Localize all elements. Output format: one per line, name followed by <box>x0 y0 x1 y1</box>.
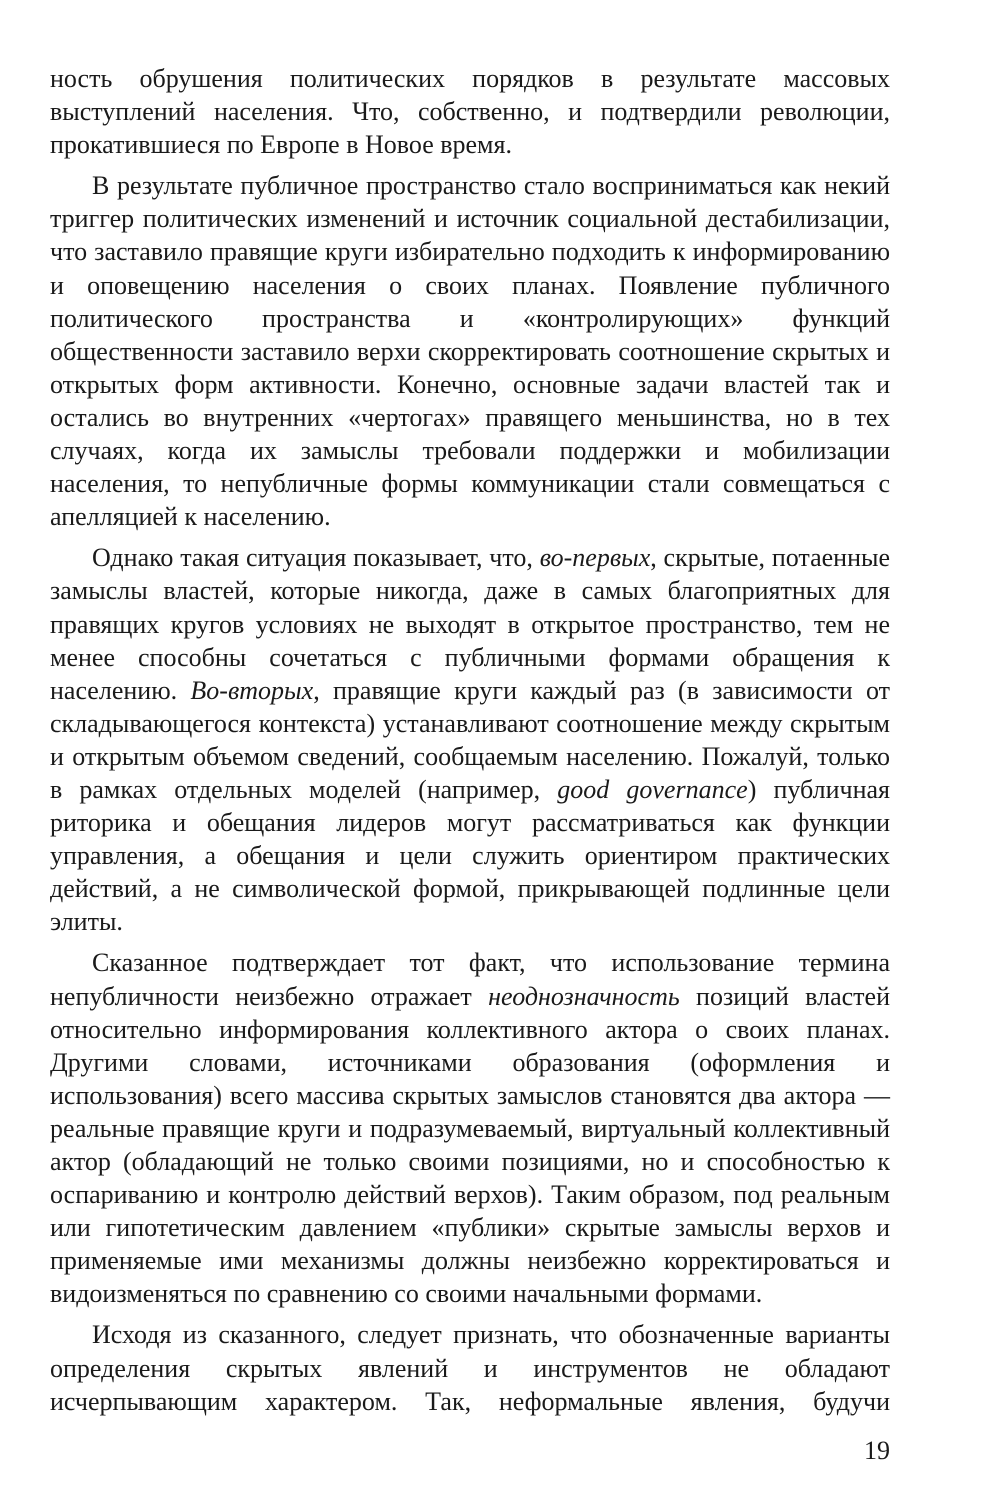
paragraph-ambiguity <box>50 946 890 1310</box>
paragraph-text: В результате публичное пространство стало восприниматься как некий триггер политических изменений и источник социальной дестабилизации, что заставило правящие круги избирательно подходить к информированию и оповещению населения о своих планах. Появление публичного политического пространства и «контролирующих» функций общественности заставило верхи скорректировать соотношение скрытых и открытых форм активности. Конечно, основные задачи властей так и остались во внутренних «чертогах» правящего меньшинства, но в тех случаях, когда их замыслы требовали поддержки и мобилизации населения, то непубличные формы коммуникации стали совмещаться с апелляцией к населению. <box>50 171 890 532</box>
page-number: 19 <box>864 1436 890 1465</box>
paragraph-text: ) публичная риторика и обещания лидеров могут рассматриваться как функции управления, а обещания и цели служить ориентиром практических действий, а не символической формой, прикрывающей подлинные цели элиты. <box>50 774 890 937</box>
paragraph-text: , скрытые, потаенные замыслы властей, которые никогда, даже в самых благоприятных для правящих кругов условиях не выходят в открытое пространство, тем не менее способны сочетаться с публичными формами обращения к населению. <box>50 543 890 705</box>
document-body <box>50 62 890 1426</box>
paragraph-text: , правящие круги каждый раз (в зависимости от складывающегося контекста) устанавливают соотношение между скрытым и открытым объемом сведений, сообщаемым населению. Пожалуй, только в рамках отдельных моделей (например, <box>50 675 890 804</box>
paragraph-conclusion <box>50 1318 890 1417</box>
paragraph-public-space <box>50 169 890 533</box>
paragraph-firstly-secondly <box>50 541 890 938</box>
paragraph-text: Однако такая ситуация показывает, что, <box>92 543 540 573</box>
emphasis-secondly: Во-вторых <box>190 675 314 705</box>
emphasis-firstly: во-первых <box>539 543 651 573</box>
emphasis-good-governance: good governance <box>557 774 748 804</box>
paragraph-text: Исходя из сказанного, следует признать, что обозначенные варианты определения скрытых явлений и инструментов не обладают исчерпывающим характером. Так, неформальные явления, будучи <box>50 1320 890 1416</box>
paragraph-continued <box>50 62 890 161</box>
emphasis-ambiguity: неоднозначность <box>488 981 680 1011</box>
paragraph-text: позиций властей относительно информирования коллективного актора о своих планах. Другими словами, источниками образования (оформления и использования) всего массива скрытых замыслов становятся два актора — реальные правящие круги и подразумеваемый, виртуальный коллективный актор (обладающий не только своими позициями, но и способностью к оспариванию и контролю действий верхов). Таким образом, под реальным или гипотетическим давлением «публики» скрытые замыслы верхов и применяемые ими механизмы должны неизбежно корректироваться и видоизменяться по сравнению со своими начальными формами. <box>50 981 890 1309</box>
paragraph-text: ность обрушения политических порядков в результате массовых выступлений населения. Что, собственно, и подтвердили революции, прокатившиеся по Европе в Новое время. <box>50 64 890 160</box>
paragraph-text: Сказанное подтверждает тот факт, что использование термина непубличности неизбежно отражает <box>50 948 890 1011</box>
